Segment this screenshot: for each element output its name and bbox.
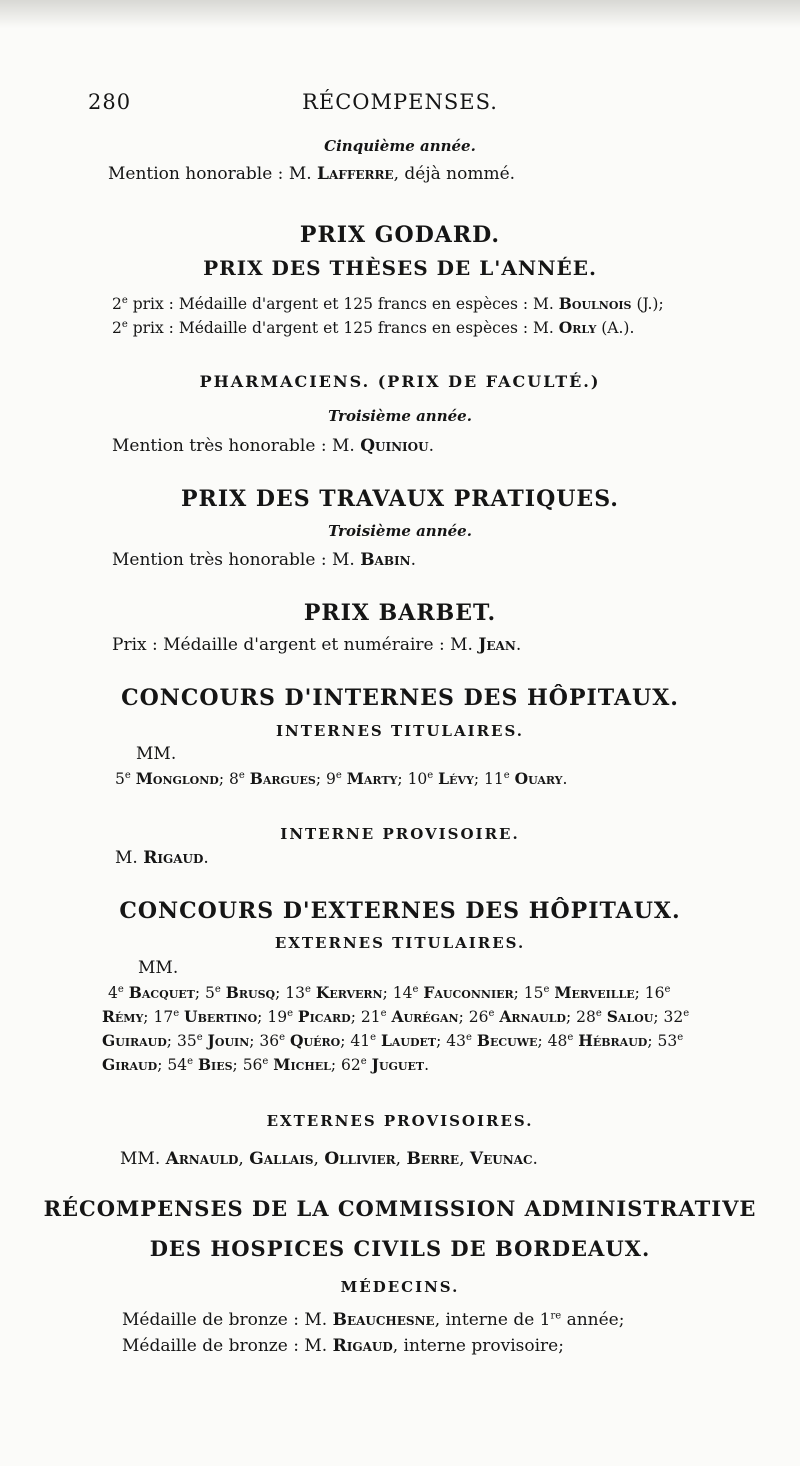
rank-number: 10: [407, 770, 428, 788]
subheading-externes-titulaires: EXTERNES TITULAIRES.: [274, 934, 526, 952]
rank-ordinal: e: [335, 769, 342, 781]
person-name: Rémy: [102, 1007, 144, 1026]
person-name: Lévy: [438, 769, 474, 788]
names-line: MM. Arnauld, Gallais, Ollivier, Berre, Veunac.: [120, 1149, 538, 1169]
separator: ;: [350, 1008, 361, 1026]
rank-ordinal: e: [683, 1007, 690, 1019]
mm-label: MM.: [136, 744, 177, 764]
separator: ;: [157, 1056, 168, 1074]
ranked-row: [108, 983, 670, 1002]
person-name: Ubertino: [184, 1007, 258, 1026]
rank-number: 41: [350, 1032, 371, 1050]
separator: ;: [647, 1032, 658, 1050]
rank-number: 17: [153, 1008, 174, 1026]
rank-number: 4: [108, 984, 118, 1002]
person-name: Boulnois: [558, 294, 632, 313]
rank-number: 56: [242, 1056, 263, 1074]
rank-ordinal: e: [664, 983, 671, 995]
rank-number: 26: [468, 1008, 489, 1026]
rank-ordinal: e: [238, 769, 245, 781]
separator: ;: [143, 1008, 154, 1026]
rank-ordinal: e: [262, 1055, 269, 1067]
separator: ;: [397, 770, 408, 788]
person-name: Monglond: [135, 769, 219, 788]
section-title-pharmaciens: PHARMACIENS. (PRIX DE FACULTÉ.): [199, 372, 601, 391]
person-name: Becuwe: [476, 1031, 538, 1050]
prize-line: 2e prix : Médaille d'argent et 125 francs en espèces : M. Boulnois (J.);: [112, 294, 664, 313]
person-name: Ollivier: [324, 1149, 396, 1169]
rank-number: 35: [176, 1032, 197, 1050]
rank-ordinal: e: [503, 769, 510, 781]
person-name: Gallais: [249, 1149, 314, 1169]
rank-number: 11: [483, 770, 504, 788]
person-name: Merveille: [554, 983, 635, 1002]
year-heading: Troisième année.: [328, 522, 472, 540]
person-name: Ouary: [514, 769, 563, 788]
person-name: Juguet: [371, 1055, 425, 1074]
person-name: Salou: [606, 1007, 654, 1026]
person-name: Laudet: [380, 1031, 437, 1050]
award-line: Médaille de bronze : M. Beauchesne, interne de 1re année;: [122, 1310, 625, 1330]
mm-label: MM.: [138, 958, 179, 978]
person-name: Arnauld: [499, 1007, 566, 1026]
rank-ordinal: e: [124, 769, 131, 781]
section-title-godard: PRIX GODARD.: [299, 222, 501, 248]
person-name: Marty: [346, 769, 398, 788]
section-title-internes: CONCOURS D'INTERNES DES HÔPITAUX.: [121, 685, 679, 711]
person-name: Guiraud: [102, 1031, 167, 1050]
person-name: Kervern: [315, 983, 383, 1002]
rank-number: 5: [115, 770, 125, 788]
subheading-externes-provisoires: EXTERNES PROVISOIRES.: [266, 1112, 534, 1130]
person-name: Quéro: [290, 1031, 341, 1050]
page-number: 280: [88, 90, 132, 114]
rank-ordinal: e: [466, 1031, 472, 1043]
rank-number: 21: [360, 1008, 381, 1026]
rank-ordinal: e: [488, 1007, 495, 1019]
separator: ;: [340, 1032, 351, 1050]
rank-ordinal: e: [279, 1031, 286, 1043]
rank-number: 54: [167, 1056, 188, 1074]
person-name: Rigaud: [332, 1336, 393, 1356]
separator: ;: [653, 1008, 664, 1026]
rank-ordinal: e: [427, 769, 434, 781]
person-name: Giraud: [102, 1055, 158, 1074]
person-name: Jouin: [207, 1031, 250, 1050]
separator: ;: [275, 984, 286, 1002]
person-name: Aurégan: [391, 1007, 459, 1026]
section-subtitle-theses: PRIX DES THÈSES DE L'ANNÉE.: [203, 256, 597, 280]
person-name: Berre: [406, 1149, 460, 1169]
rank-number: 14: [392, 984, 413, 1002]
mention-line: Mention honorable : M. Lafferre, déjà nommé.: [108, 164, 516, 184]
person-name: Bacquet: [128, 983, 195, 1002]
rank-ordinal: e: [360, 1055, 367, 1067]
separator: ;: [537, 1032, 548, 1050]
person-name: Brusq: [225, 983, 276, 1002]
prize-line: Prix : Médaille d'argent et numéraire : M. Jean.: [112, 635, 522, 655]
rank-ordinal: e: [214, 983, 221, 995]
separator: ;: [249, 1032, 260, 1050]
rank-ordinal: e: [370, 1031, 377, 1043]
rank-ordinal: e: [117, 983, 124, 995]
person-name: Lafferre: [317, 164, 394, 184]
separator: ,: [459, 1149, 470, 1169]
rank-number: 62: [341, 1056, 361, 1074]
person-name: Hébraud: [578, 1031, 648, 1050]
separator: ;: [194, 984, 206, 1002]
rank-ordinal: e: [595, 1007, 602, 1019]
rank-number: 48: [547, 1032, 568, 1050]
person-name: Arnauld: [165, 1149, 239, 1169]
separator: ,: [238, 1149, 250, 1169]
separator: ,: [395, 1149, 407, 1169]
separator: ;: [257, 1008, 268, 1026]
ranked-list: [115, 769, 567, 788]
section-title-commission: RÉCOMPENSES DE LA COMMISSION ADMINISTRATIVE: [43, 1196, 757, 1221]
rank-ordinal: e: [412, 983, 419, 995]
separator: ;: [218, 770, 229, 788]
year-heading: Cinquième année.: [324, 137, 476, 155]
separator: ;: [473, 770, 484, 788]
separator: .: [532, 1149, 538, 1169]
section-title-externes: CONCOURS D'EXTERNES DES HÔPITAUX.: [119, 898, 681, 924]
mention-line: M. Rigaud.: [115, 848, 209, 868]
year-heading: Troisième année.: [328, 407, 472, 425]
separator: ;: [232, 1056, 243, 1074]
person-name: Quiniou: [360, 436, 429, 456]
subheading-internes-titulaires: INTERNES TITULAIRES.: [275, 722, 525, 740]
person-name: Jean: [478, 635, 516, 655]
separator: .: [424, 1056, 430, 1074]
rank-ordinal: e: [287, 1007, 293, 1019]
rank-ordinal: e: [173, 1007, 180, 1019]
rank-number: 32: [663, 1008, 684, 1026]
rank-ordinal: e: [196, 1031, 203, 1043]
separator: ;: [315, 770, 326, 788]
rank-ordinal: e: [187, 1055, 194, 1067]
person-name: Veunac: [469, 1149, 533, 1169]
rank-number: 19: [267, 1008, 288, 1026]
person-name: Michel: [273, 1055, 331, 1074]
separator: ;: [565, 1008, 577, 1026]
rank-ordinal: e: [677, 1031, 684, 1043]
scan-edge: [0, 0, 800, 28]
rank-ordinal: e: [380, 1007, 387, 1019]
subheading-interne-provisoire: INTERNE PROVISOIRE.: [280, 825, 520, 843]
rank-number: 28: [576, 1008, 596, 1026]
rank-number: 15: [523, 984, 544, 1002]
award-line: Médaille de bronze : M. Rigaud, interne provisoire;: [122, 1336, 564, 1356]
rank-ordinal: e: [305, 983, 311, 995]
section-title-travaux: PRIX DES TRAVAUX PRATIQUES.: [181, 486, 619, 512]
separator: ;: [458, 1008, 469, 1026]
section-title-barbet: PRIX BARBET.: [303, 600, 497, 626]
rank-number: 16: [644, 984, 665, 1002]
prize-line: 2e prix : Médaille d'argent et 125 francs en espèces : M. Orly (A.).: [112, 318, 635, 337]
separator: ;: [634, 984, 645, 1002]
rank-ordinal: e: [567, 1031, 574, 1043]
running-title: RÉCOMPENSES.: [302, 90, 498, 114]
rank-number: 8: [229, 770, 239, 788]
subheading-medecins: MÉDECINS.: [340, 1278, 460, 1296]
rank-number: 53: [657, 1032, 678, 1050]
separator: ;: [166, 1032, 177, 1050]
rank-number: 43: [446, 1032, 466, 1050]
separator: ;: [436, 1032, 447, 1050]
rank-number: 9: [325, 770, 336, 788]
person-name: Picard: [297, 1007, 351, 1026]
person-name: Rigaud: [143, 848, 204, 868]
rank-ordinal: e: [543, 983, 550, 995]
person-name: Beauchesne: [332, 1310, 435, 1330]
mention-line: Mention très honorable : M. Quiniou.: [112, 436, 434, 456]
separator: ,: [313, 1149, 325, 1169]
section-title-hospices: DES HOSPICES CIVILS DE BORDEAUX.: [149, 1236, 651, 1261]
separator: ;: [382, 984, 393, 1002]
rank-number: 13: [285, 984, 306, 1002]
person-name: Bies: [197, 1055, 233, 1074]
ranked-row: [102, 1031, 683, 1050]
mention-line: Mention très honorable : M. Babin.: [112, 550, 416, 570]
rank-number: 5: [205, 984, 215, 1002]
person-name: Orly: [558, 318, 597, 337]
ranked-row: [102, 1007, 689, 1026]
separator: ;: [513, 984, 524, 1002]
person-name: Bargues: [249, 769, 316, 788]
person-name: Fauconnier: [423, 983, 514, 1002]
separator: ;: [330, 1056, 342, 1074]
rank-number: 36: [259, 1032, 280, 1050]
ranked-row: [102, 1055, 429, 1074]
person-name: Babin: [360, 550, 411, 570]
separator: .: [562, 770, 568, 788]
